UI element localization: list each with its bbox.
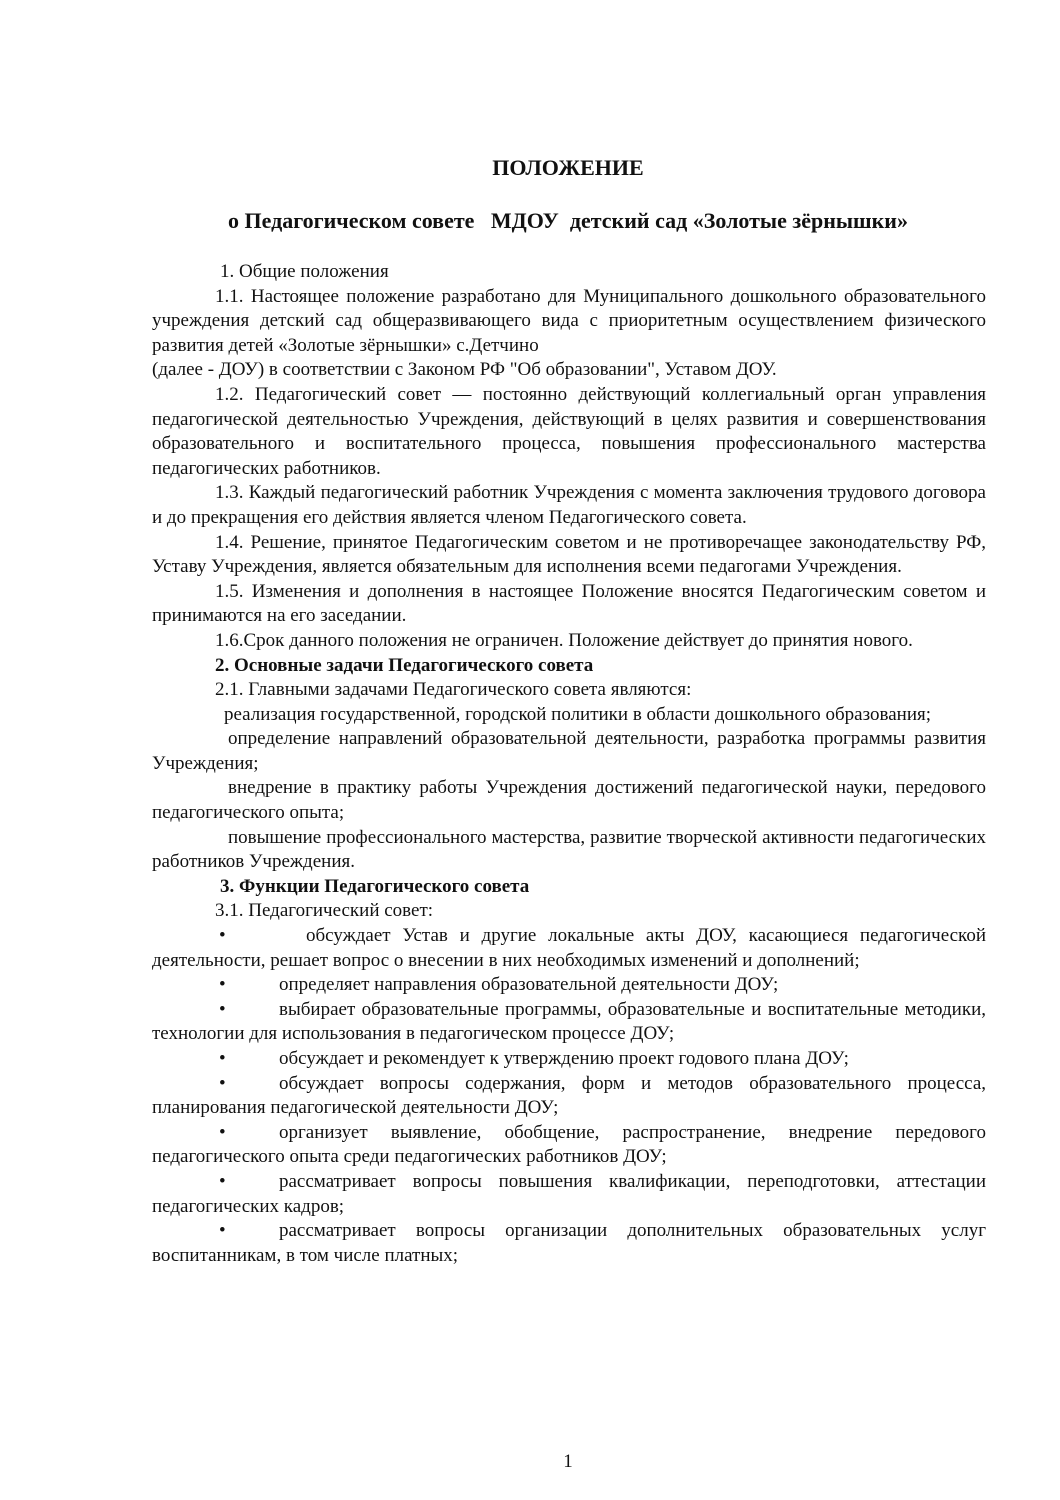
paragraph-1-5: 1.5. Изменения и дополнения в настоящее Положение вносятся Педагогическим советом и принимаются на его заседании. <box>152 580 986 627</box>
document-title: ПОЛОЖЕНИЕ <box>492 155 644 180</box>
paragraph-2-1: 2.1. Главными задачами Педагогического совета являются: <box>215 679 692 701</box>
task-item-3: внедрение в практику работы Учреждения достижений педагогической науки, передового педагогического опыта; <box>152 777 986 824</box>
function-bullet-6 <box>152 1121 986 1170</box>
function-bullet-7 <box>152 1170 986 1219</box>
document-body <box>152 260 986 1268</box>
task-item-1: реализация государственной, городской политики в области дошкольного образования; <box>224 703 932 725</box>
bullet-text: обсуждает и рекомендует к утверждению проект годового плана ДОУ; <box>279 1048 849 1069</box>
paragraph-1-1-continued: (далее - ДОУ) в соответствии с Законом РФ "Об образовании", Уставом ДОУ. <box>152 359 777 381</box>
function-bullet-2 <box>152 973 986 998</box>
bullet-icon: • <box>219 998 226 1020</box>
bullet-icon: • <box>219 1220 226 1242</box>
paragraph-3-1: 3.1. Педагогический совет: <box>215 900 434 922</box>
bullet-icon: • <box>219 1170 226 1192</box>
bullet-text: определяет направления образовательной деятельности ДОУ; <box>279 974 779 996</box>
bullet-text: выбирает образовательные программы, образовательные и воспитательные методики, технологии для использования в педагогическом процессе ДОУ; <box>152 998 986 1045</box>
function-bullet-3 <box>152 998 986 1047</box>
function-bullet-5 <box>152 1072 986 1121</box>
task-item-2: определение направлений образовательной деятельности, разработка программы развития Учреждения; <box>152 728 986 774</box>
bullet-icon: • <box>219 1048 226 1069</box>
bullet-icon: • <box>219 1121 226 1143</box>
section-2-heading: 2. Основные задачи Педагогического совета <box>215 654 594 676</box>
paragraph-1-6: 1.6.Срок данного положения не ограничен. Положение действует до принятия нового. <box>215 629 913 651</box>
section-3-heading: 3. Функции Педагогического совета <box>220 875 530 897</box>
bullet-text: обсуждает вопросы содержания, форм и методов образовательного процесса, планирования педагогической деятельности ДОУ; <box>152 1072 986 1119</box>
function-bullet-8 <box>152 1219 986 1268</box>
bullet-icon: • <box>219 974 226 996</box>
bullet-text: обсуждает Устав и другие локальные акты ДОУ, касающиеся педагогической деятельности, решает вопрос о внесении в них необходимых изменений и дополнений; <box>152 925 986 971</box>
page-number: 1 <box>563 1451 573 1472</box>
paragraph-1-3: 1.3. Каждый педагогический работник Учреждения с момента заключения трудового договора и до прекращения его действия является членом Педагогического совета. <box>152 482 986 528</box>
function-bullet-4 <box>152 1047 986 1072</box>
document-subtitle: о Педагогическом совете МДОУ детский сад «Золотые зёрнышки» <box>227 208 908 233</box>
function-bullet-1 <box>152 924 986 973</box>
paragraph-1-2: 1.2. Педагогический совет — постоянно действующий коллегиальный орган управления педагогической деятельностью Учреждения, действующий в целях развития и совершенствования образовательного и воспитательного процесса, повышения профессионального мастерства педагогических работников. <box>152 383 986 479</box>
bullet-icon: • <box>219 1072 226 1094</box>
task-item-4: повышение профессионального мастерства, развитие творческой активности педагогических работников Учреждения. <box>152 826 986 873</box>
bullet-text: рассматривает вопросы повышения квалификации, переподготовки, аттестации педагогических кадров; <box>152 1170 986 1217</box>
section-1-heading: 1. Общие положения <box>220 261 389 282</box>
paragraph-1-1: 1.1. Настоящее положение разработано для Муниципального дошкольного образовательного учреждения детский сад общеразвивающего вида с приоритетным осуществлением физического развития детей «Золотые зёрнышки» с.Детчино <box>152 285 986 356</box>
bullet-text: организует выявление, обобщение, распространение, внедрение передового педагогического опыта среди педагогических работников ДОУ; <box>152 1121 986 1168</box>
bullet-text: рассматривает вопросы организации дополнительных образовательных услуг воспитанникам, в том числе платных; <box>152 1220 986 1266</box>
bullet-icon: • <box>219 925 226 947</box>
paragraph-1-4: 1.4. Решение, принятое Педагогическим советом и не противоречащее законодательству РФ, Уставу Учреждения, является обязательным для исполнения всеми педагогами Учреждения. <box>152 531 986 578</box>
